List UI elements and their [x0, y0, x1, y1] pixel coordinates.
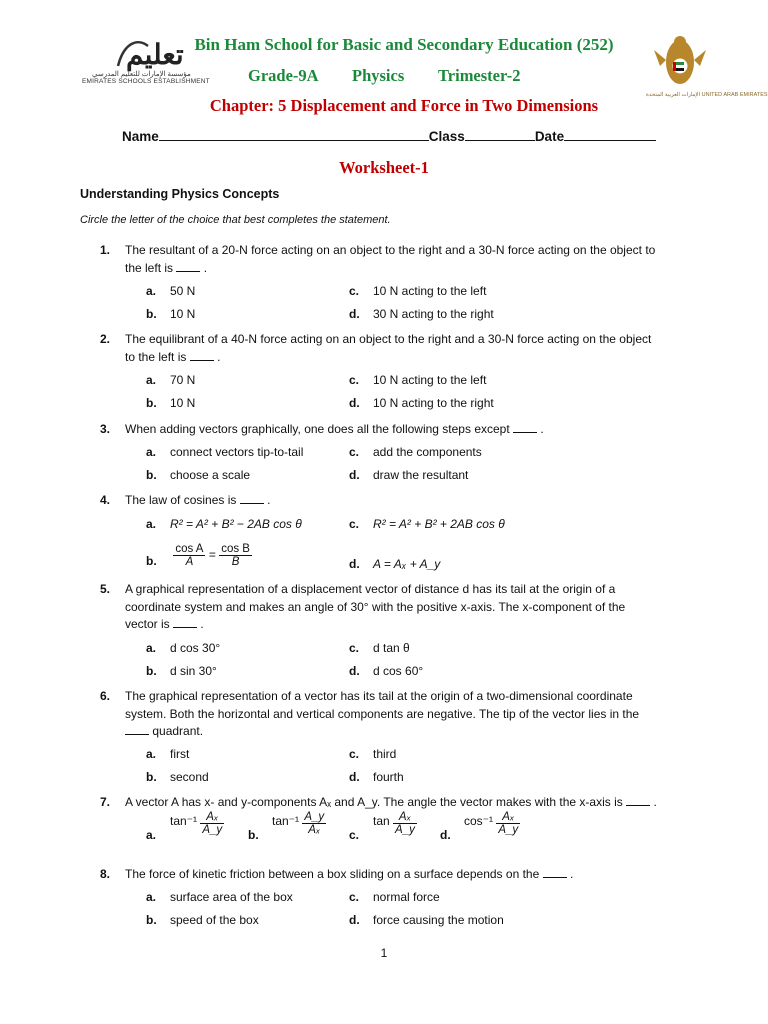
option-b[interactable] — [146, 664, 217, 678]
option-letter: a. — [146, 828, 157, 842]
option-letter: b. — [146, 770, 157, 784]
option-text: speed of the box — [170, 913, 259, 927]
option-text: 50 N — [170, 284, 196, 298]
option-text: third — [373, 747, 397, 761]
stem-text: The law of cosines is — [125, 493, 237, 507]
stem-text: A graphical representation of a displacement vector of distance d has its tail at the origin of a coordinate system and makes an angle of 30° with the positive x-axis. The x-component of the vector is — [125, 582, 626, 631]
function-label: tan⁻¹ — [170, 813, 198, 828]
instruction-text: Circle the letter of the choice that best completes the statement. — [80, 214, 391, 226]
fraction-cos-a — [173, 543, 205, 568]
denominator: A — [185, 556, 194, 568]
stem-end: . — [217, 349, 221, 364]
option-letter: d. — [440, 828, 451, 842]
option-letter: c. — [349, 641, 360, 655]
option-letter: c. — [349, 517, 360, 531]
option-c[interactable] — [349, 373, 486, 387]
option-c[interactable] — [349, 517, 505, 531]
option-text: 70 N — [170, 373, 196, 387]
option-c[interactable] — [349, 641, 410, 655]
stem-end: . — [267, 493, 271, 507]
option-letter: a. — [146, 517, 157, 531]
question-stem — [125, 688, 660, 741]
answer-blank — [543, 867, 567, 878]
denominator: A_y — [395, 824, 415, 836]
stem-text: When adding vectors graphically, one does all the following steps except — [125, 422, 510, 436]
option-b[interactable] — [146, 538, 252, 568]
stem-text: The graphical representation of a vector has its tail at the origin of a two-dimensional coordinate system. Both the horizontal and vertical components are negative. The tip of the vector lies in the — [125, 689, 640, 721]
option-a[interactable] — [146, 284, 195, 298]
answer-blank — [173, 617, 197, 628]
option-d[interactable] — [349, 664, 423, 678]
name-field[interactable] — [159, 128, 429, 141]
emblem-caption: الإمارات العربية المتحدة UNITED ARAB EMIRATES — [646, 92, 768, 98]
numerator: cos A — [175, 543, 204, 555]
subject-label: Physics — [352, 66, 405, 85]
denominator: B — [231, 556, 240, 568]
option-letter: d. — [349, 468, 360, 482]
option-d[interactable] — [440, 811, 520, 842]
numerator: Aₓ — [496, 811, 520, 824]
option-text: choose a scale — [170, 468, 251, 482]
option-letter: d. — [349, 307, 360, 321]
option-c[interactable] — [349, 445, 482, 459]
option-text: 10 N — [170, 307, 196, 321]
question-number: 3. — [100, 422, 111, 436]
function-label: tan — [373, 813, 390, 828]
option-letter: a. — [146, 747, 157, 761]
option-b[interactable] — [146, 913, 259, 927]
answer-blank — [176, 261, 200, 272]
option-letter: c. — [349, 284, 360, 298]
option-letter: a. — [146, 445, 157, 459]
option-letter: b. — [146, 554, 157, 568]
stem-end: quadrant. — [152, 724, 204, 738]
option-d[interactable] — [349, 307, 494, 321]
option-text: 10 N acting to the left — [373, 284, 487, 298]
question-stem — [125, 794, 660, 812]
question-number: 6. — [100, 689, 111, 703]
option-a[interactable] — [146, 747, 189, 761]
answer-blank — [190, 350, 214, 361]
stem-text: The equilibrant of a 40-N force acting on an object to the right and a 30-N force acting on the object to the left is — [125, 332, 652, 364]
option-text: d cos 60° — [373, 664, 424, 678]
option-letter: b. — [146, 396, 157, 410]
question-stem — [125, 331, 660, 366]
fraction — [200, 811, 224, 836]
answer-blank — [626, 795, 650, 806]
grade-label: Grade-9A — [248, 66, 319, 85]
option-text: R² = A² + B² − 2AB cos θ — [170, 517, 302, 531]
option-a[interactable] — [146, 811, 224, 842]
answer-blank — [513, 422, 537, 433]
name-label: Name — [122, 129, 159, 144]
stem-end: . — [200, 617, 204, 631]
worksheet-title: Worksheet-1 — [339, 158, 429, 177]
numerator: A_y — [304, 811, 325, 823]
option-b[interactable] — [146, 396, 195, 410]
stem-text: The resultant of a 20-N force acting on an object to the right and a 30-N force acting on the object to the left is — [125, 243, 656, 275]
option-letter: b. — [146, 307, 157, 321]
option-letter: c. — [349, 373, 360, 387]
question-number: 7. — [100, 795, 111, 809]
option-a[interactable] — [146, 890, 293, 904]
option-letter: a. — [146, 373, 157, 387]
option-letter: d. — [349, 664, 360, 678]
option-text: 10 N — [170, 396, 196, 410]
stem-text: A vector A has x- and y-components Aₓ and A_y. The angle the vector makes with the x-axis is — [125, 795, 623, 809]
option-c[interactable] — [349, 890, 440, 904]
option-letter: c. — [349, 747, 360, 761]
equals-sign: = — [208, 547, 216, 562]
option-letter: a. — [146, 890, 157, 904]
question-stem — [125, 421, 660, 439]
student-info-line — [122, 128, 656, 144]
option-letter: b. — [146, 664, 157, 678]
option-b[interactable] — [248, 811, 326, 842]
option-text: d tan θ — [373, 641, 410, 655]
option-d[interactable] — [349, 770, 404, 784]
option-letter: b. — [146, 913, 157, 927]
option-text: connect vectors tip-to-tail — [170, 445, 304, 459]
option-b[interactable] — [146, 307, 195, 321]
stem-end: . — [203, 260, 208, 275]
option-text: fourth — [373, 770, 404, 784]
option-a[interactable] — [146, 445, 303, 459]
option-letter: a. — [146, 641, 157, 655]
option-text: d sin 30° — [170, 664, 217, 678]
option-a[interactable] — [146, 373, 195, 387]
function-label: cos⁻¹ — [464, 813, 494, 828]
option-b[interactable] — [146, 770, 209, 784]
option-letter: c. — [349, 445, 360, 459]
question-stem — [125, 242, 660, 277]
logo-arabic-mark: تعليم — [126, 38, 184, 71]
option-letter: b. — [248, 828, 259, 842]
term-label: Trimester-2 — [438, 66, 521, 85]
date-field[interactable] — [564, 128, 656, 141]
option-text: R² = A² + B² + 2AB cos θ — [373, 517, 505, 531]
option-d[interactable] — [349, 396, 494, 410]
stem-end: . — [569, 867, 574, 881]
option-letter: d. — [349, 557, 360, 571]
question-number: 8. — [100, 867, 111, 881]
denominator: Aₓ — [308, 824, 321, 836]
option-text: second — [170, 770, 209, 784]
option-text: draw the resultant — [373, 468, 469, 482]
page-number: 1 — [380, 946, 388, 960]
option-a[interactable] — [146, 641, 220, 655]
answer-blank — [240, 493, 264, 504]
date-label: Date — [534, 129, 565, 144]
option-a[interactable] — [146, 517, 302, 531]
option-b[interactable] — [146, 468, 250, 482]
fraction — [302, 811, 326, 836]
option-letter: c. — [349, 828, 360, 842]
question-number: 2. — [100, 332, 111, 346]
option-letter: a. — [146, 284, 157, 298]
class-field[interactable] — [465, 128, 535, 141]
numerator: Aₓ — [393, 811, 417, 824]
option-letter: c. — [349, 890, 360, 904]
option-letter: b. — [146, 468, 157, 482]
option-text: d cos 30° — [170, 641, 221, 655]
school-name: Bin Ham School for Basic and Secondary Education (252) — [194, 35, 614, 54]
logo-english-subtitle: EMIRATES SCHOOLS ESTABLISHMENT — [82, 78, 210, 85]
option-text: first — [170, 747, 190, 761]
option-text: force causing the motion — [373, 913, 504, 927]
logo-arabic-subtitle: مؤسسة الإمارات للتعليم المدرسي — [92, 71, 191, 78]
option-letter: d. — [349, 913, 360, 927]
question-number: 4. — [100, 493, 111, 507]
option-c[interactable] — [349, 284, 486, 298]
option-text: 30 N acting to the right — [373, 307, 494, 321]
stem-end: . — [540, 422, 544, 436]
question-stem — [125, 492, 660, 510]
option-letter: d. — [349, 770, 360, 784]
option-text: normal force — [373, 890, 440, 904]
stem-text: The force of kinetic friction between a box sliding on a surface depends on the — [125, 867, 540, 881]
stem-end: . — [653, 795, 657, 809]
question-stem — [125, 581, 660, 634]
fraction — [393, 811, 417, 836]
option-letter: d. — [349, 396, 360, 410]
option-d[interactable] — [349, 913, 504, 927]
option-c[interactable] — [349, 811, 417, 842]
fraction — [496, 811, 520, 836]
option-text: add the components — [373, 445, 482, 459]
chapter-title: Chapter: 5 Displacement and Force in Two Dimensions — [209, 96, 599, 115]
class-label: Class — [428, 129, 465, 144]
denominator: A_y — [498, 824, 519, 836]
fraction-cos-b — [219, 543, 252, 568]
option-text: surface area of the box — [170, 890, 293, 904]
answer-blank — [125, 724, 149, 735]
section-title: Understanding Physics Concepts — [80, 187, 280, 201]
option-text: 10 N acting to the left — [373, 373, 487, 387]
denominator: A_y — [202, 824, 223, 836]
option-c[interactable] — [349, 747, 396, 761]
numerator: cos B — [221, 543, 250, 555]
option-text: A = Aₓ + A_y — [373, 557, 441, 571]
option-d[interactable] — [349, 557, 440, 571]
question-number: 1. — [100, 243, 111, 257]
function-label: tan⁻¹ — [272, 813, 300, 828]
option-text: 10 N acting to the right — [373, 396, 494, 410]
numerator: Aₓ — [200, 811, 224, 824]
question-number: 5. — [100, 582, 111, 596]
option-d[interactable] — [349, 468, 468, 482]
question-stem — [125, 866, 660, 884]
